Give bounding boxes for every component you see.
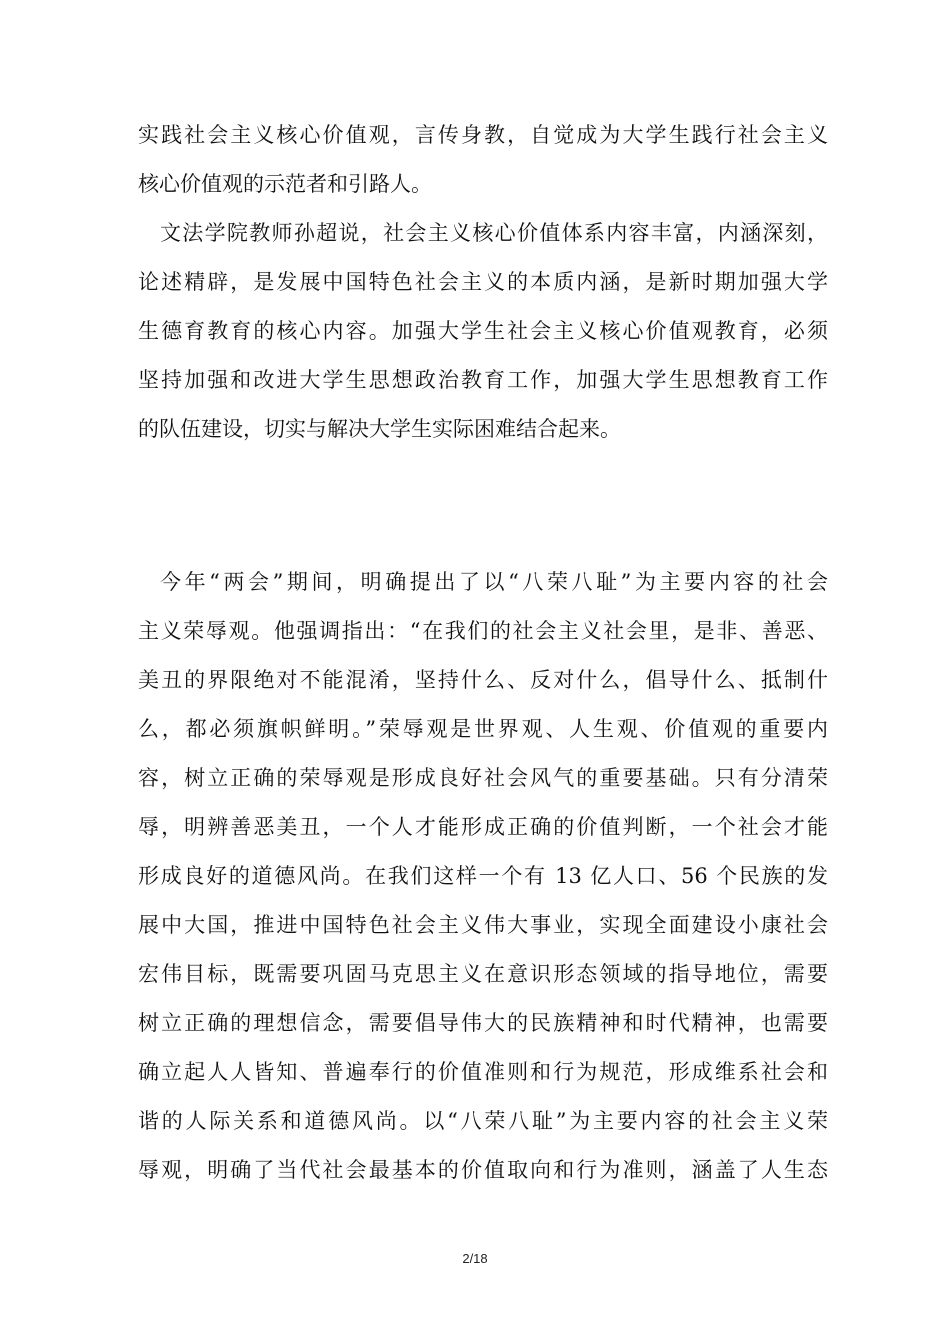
text-line: 实践社会主义核心价值观，言传身教，自觉成为大学生践行社会主义 <box>138 123 828 147</box>
text-line: 主义荣辱观。他强调指出：“在我们的社会主义社会里，是非、善恶、 <box>138 619 828 643</box>
text-line: 生德育教育的核心内容。加强大学生社会主义核心价值观教育，必须 <box>138 319 828 343</box>
text-line: 辱观，明确了当代社会最基本的价值取向和行为准则，涵盖了人生态 <box>138 1158 828 1182</box>
text-line: 辱，明辨善恶美丑，一个人才能形成正确的价值判断，一个社会才能 <box>138 815 828 839</box>
text-line: 谐的人际关系和道德风尚。以“八荣八耻”为主要内容的社会主义荣 <box>138 1109 828 1133</box>
page-number: 2/18 <box>462 1251 488 1266</box>
text-line: 容，树立正确的荣辱观是形成良好社会风气的重要基础。只有分清荣 <box>138 766 828 790</box>
text-line: 美丑的界限绝对不能混淆，坚持什么、反对什么，倡导什么、抵制什 <box>138 668 828 692</box>
text-line: 坚持加强和改进大学生思想政治教育工作，加强大学生思想教育工作 <box>138 368 828 392</box>
text-line: 论述精辟，是发展中国特色社会主义的本质内涵，是新时期加强大学 <box>138 270 828 294</box>
text-line: 树立正确的理想信念，需要倡导伟大的民族精神和时代精神，也需要 <box>138 1011 828 1035</box>
text-line: 的队伍建设，切实与解决大学生实际困难结合起来。 <box>138 417 621 441</box>
text-line: 么，都必须旗帜鲜明。”荣辱观是世界观、人生观、价值观的重要内 <box>138 717 828 741</box>
text-line: 文法学院教师孙超说，社会主义核心价值体系内容丰富，内涵深刻， <box>160 221 828 245</box>
text-line: 确立起人人皆知、普遍奉行的价值准则和行为规范，形成维系社会和 <box>138 1060 828 1084</box>
paragraph-block-1 <box>138 111 828 454</box>
text-line: 核心价值观的示范者和引路人。 <box>138 172 432 196</box>
text-line: 展中大国，推进中国特色社会主义伟大事业，实现全面建设小康社会 <box>138 913 828 937</box>
text-line: 形成良好的道德风尚。在我们这样一个有 13 亿人口、56 个民族的发 <box>138 864 828 888</box>
text-line: 宏伟目标，既需要巩固马克思主义在意识形态领域的指导地位，需要 <box>138 962 828 986</box>
text-line: 今年“两会”期间，明确提出了以“八荣八耻”为主要内容的社会 <box>160 570 828 594</box>
paragraph-block-2 <box>138 558 828 1195</box>
